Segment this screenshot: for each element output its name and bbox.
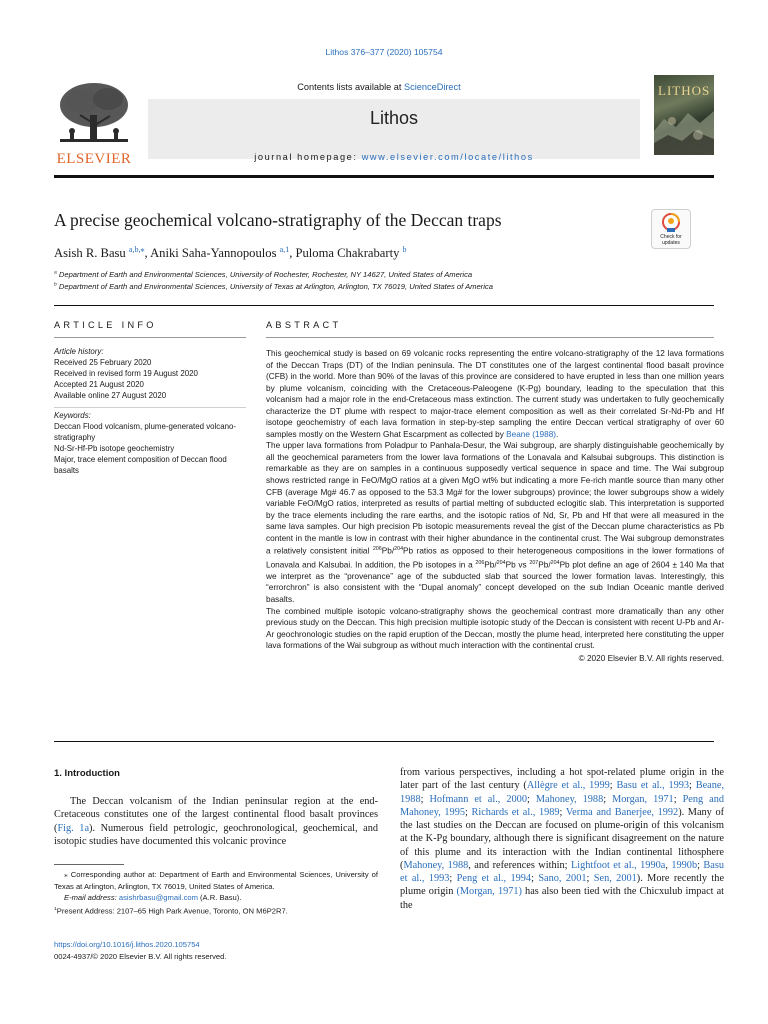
- keyword-item: Major, trace element composition of Deccan flood basalts: [54, 454, 227, 475]
- body-rule: [54, 741, 714, 742]
- check-for-updates-button[interactable]: [651, 209, 691, 249]
- body-text: ;: [609, 780, 617, 792]
- citation-link[interactable]: Sano, 2001: [538, 873, 587, 884]
- keywords: Keywords: Deccan Flood volcanism, plume-generated volcano-stratigraphy Nd-Sr-Hf-Pb isotope geochemistry Major, trace element composition of Deccan flood basalts: [54, 411, 246, 476]
- journal-cover-image: [654, 75, 714, 155]
- keyword-item: Nd-Sr-Hf-Pb isotope geochemistry: [54, 443, 175, 453]
- citation-link[interactable]: 1990b: [671, 859, 698, 871]
- elsevier-tree-logo-icon: [54, 79, 134, 149]
- citation-link[interactable]: Hofmann et al., 2000: [429, 793, 527, 805]
- journal-homepage: journal homepage: www.elsevier.com/locate/lithos: [254, 152, 534, 162]
- citation-link[interactable]: Mahoney, 1988: [535, 793, 604, 805]
- history-item: Received 25 February 2020: [54, 357, 152, 367]
- article-title: A precise geochemical volcano-stratigraphy of the Deccan traps: [54, 210, 502, 230]
- affiliation-a: $^a$ Department of Earth and Environmental Sciences, University of Rochester, Rochester, NY 14627, United States of America: [54, 270, 473, 279]
- issn-line: 0024-4937/© 2020 Elsevier B.V. All rights reserved.: [54, 951, 227, 961]
- body-text: ). Many of the last studies on the Deccan are focused on plume-origin of this volcanism at the K-Pg boundary, although there is significant disagreement on the nature of this plume and its interaction with the Indian continental lithosphere (: [400, 806, 725, 871]
- journal-reference[interactable]: Lithos 376–377 (2020) 105754: [325, 47, 443, 57]
- email-note: E-mail address: asishrbasu@gmail.com (A.R. Basu).: [64, 893, 242, 902]
- citation-link[interactable]: (Morgan, 1971): [456, 886, 522, 898]
- journal-name: Lithos: [369, 108, 419, 128]
- body-text: ;: [697, 859, 704, 871]
- header-rule: [54, 175, 714, 178]
- cover-rock-texture-icon: [654, 101, 714, 155]
- citation-link[interactable]: Sen, 2001: [593, 873, 637, 884]
- present-address-note: $^1$Present Address: 2107–65 High Park Avenue, Toronto, ON M6P2R7.: [54, 906, 288, 916]
- citation-link[interactable]: Peng and Mahoney, 1995: [400, 793, 725, 818]
- keyword-item: Deccan Flood volcanism, plume-generated volcano-stratigraphy: [54, 421, 237, 442]
- citation-link[interactable]: Mahoney, 1988: [403, 859, 469, 871]
- check-updates-label: Check for updates: [660, 234, 682, 246]
- abstract-body: [266, 348, 724, 664]
- abstract-rule: [266, 337, 714, 338]
- sciencedirect-link[interactable]: ScienceDirect: [404, 82, 461, 92]
- introduction-heading: 1. Introduction: [54, 768, 120, 779]
- author-1[interactable]: Asish R. Basu $^{a,b,⁎}$: [54, 245, 145, 261]
- abstract-paragraph-2: The upper lava formations from Poladpur to Panhala-Desur, the Wai subgroup, are sharply distinguishable geochemically by all the geochemical parameters from the lower lava formations of the Lonavala and Kalsubai subgroups. This distinction is remarkable as they are on samples in a continuous supposedly vertical sequence in space and time. The Wai subgroup shows restricted range in FeO/MgO ratios at a given MgO wt% but indicating a more Fe-rich mantle source than many other CFB (average Mg# 46.7 as opposed to the 53.3 Mg# for the lower subgroups) province; the lower subgroups show a widely variable FeO/MgO ratios, interpreted as results of partial melting of subducted eclogitic slab. This interpretation is supported by the trace elements including the rare earths, and the isotopic ratios of Nd, Sr, Pb and Hf that were all measured in the same lava samples. Our high precision Pb isotopic measurements reveal the gist of the Deccan plume characteristics as Pb content in the mantle is low in contrast with their higher abundance in the continental crust. The Wai subgroup demonstrates a relatively consistent initial $^{206}$Pb/$^{204}$Pb ratios as opposed to their heterogeneous compositions in the lower formations of Lonavala and Kalsubai. In addition, the Pb isotopes in a $^{206}$Pb/$^{204}$Pb vs $^{207}$Pb/$^{204}$Pb plot define an age of 2604 ± 140 Ma that we interpret as the “provenance” age of the subducted slab that sourced the lower formation lavas. Interestingly, this “errorchron” is also consistent with the “Dupal anomaly” concept developed on the sub Indian Oceanic mantle derived basalts.: [266, 441, 725, 604]
- article-info-rule: [54, 337, 246, 338]
- body-text: ;: [449, 873, 457, 884]
- abstract-paragraph-3: The combined multiple isotopic volcano-stratigraphy shows the geochemical contrast more dramatically than any other previous study on the Deccan. This high precision multiple isotopic study of the Deccan is consistent with recent U-Pb and Ar-Ar geochronologic studies on the rapid eruption of the Deccan, mostly the plume head, interpreted here constituting the upper lava formations of the Wai subgroup as without much interaction with the continental crust.: [266, 606, 724, 651]
- abstract-paragraph-1: This geochemical study is based on 69 volcanic rocks representing the entire volcano-stratigraphy of the 12 lava formations of the Deccan Traps (DT) of the Indian peninsula. The DT constitutes one of the largest continental flood basalt province (CFB) in the world. More than 90% of the lavas of this province are considered to have erupted in less than one million years by plume volcanism, coinciding with the Cretaceous-Paleogene (K-Pg) boundary, leading to the speculation that this volcanism had a major role in the end-Cretaceous mass extinction. The current study was undertaken to fully geochemically characterize the DT plume with respect to major-trace element composition as well as their correlated Sr-Nd-Pb and Hf isotope geochemistry of each lava formation in step-by-step sampling the entire Deccan vertical stratigraphy of over 60 samples mostly on the Western Ghat Escarpment as collected by Beane (1988).: [266, 349, 724, 439]
- body-text: ;: [559, 806, 566, 818]
- article-history: Article history: Received 25 February 2020 Received in revised form 19 August 2020 Accepted 21 August 2020 Available online 27 August 2020: [54, 347, 246, 402]
- abstract-heading: ABSTRACT: [266, 320, 342, 330]
- citation-link[interactable]: Verma and Banerjee, 1992: [565, 806, 679, 818]
- body-text: ;: [673, 793, 683, 805]
- corresponding-author-note: ⁎ Corresponding author at: Department of Earth and Environmental Sciences, University of Texas at Arlington, Arlington, TX 76019, United States of America.: [54, 870, 378, 891]
- doi-link[interactable]: https://doi.org/10.1016/j.lithos.2020.105754: [54, 940, 200, 949]
- email-link[interactable]: asishrbasu@gmail.com: [118, 893, 198, 902]
- abstract-copyright: © 2020 Elsevier B.V. All rights reserved.: [578, 653, 724, 663]
- body-text: ;: [603, 793, 613, 805]
- history-item: Received in revised form 19 August 2020: [54, 368, 198, 378]
- body-text: ;: [689, 780, 696, 792]
- footnotes: [54, 869, 378, 917]
- introduction-right-column: [400, 766, 724, 912]
- history-item: Accepted 21 August 2020: [54, 379, 144, 389]
- author-list: Asish R. Basu $^{a,b,⁎}$, Aniki Saha-Yannopoulos $^{a,1}$, Puloma Chakrabarty $^b$: [54, 245, 407, 261]
- article-info-heading: ARTICLE INFO: [54, 320, 157, 330]
- body-text: ,: [665, 859, 672, 871]
- doi-block: [54, 939, 226, 962]
- journal-header: [54, 75, 714, 173]
- body-text: from various perspectives, including a hot spot-related plume origin in the later part of the last century (: [400, 767, 724, 792]
- beane-1988-link[interactable]: Beane (1988): [506, 429, 557, 439]
- body-text: ;: [586, 873, 594, 884]
- contents-line: Contents lists available at ScienceDirect: [297, 82, 461, 92]
- body-text: ;: [526, 793, 536, 805]
- citation-link[interactable]: Basu et al., 1993: [400, 859, 725, 884]
- body-text: has also been tied with the Chicxulub impact at the: [400, 886, 724, 911]
- citation-link[interactable]: Allègre et al., 1999: [526, 780, 610, 792]
- body-text: , and references within;: [468, 859, 571, 871]
- section-rule: [54, 305, 714, 306]
- footnote-rule: [54, 864, 124, 865]
- citation-link[interactable]: Richards et al., 1989: [471, 806, 560, 818]
- body-text: ;: [465, 806, 472, 818]
- author-2[interactable]: Aniki Saha-Yannopoulos $^{a,1}$: [150, 245, 290, 261]
- check-updates-icon: [662, 213, 680, 233]
- homepage-link[interactable]: www.elsevier.com/locate/lithos: [361, 152, 534, 162]
- cover-title: LITHOS: [658, 83, 711, 98]
- affiliation-b: $^b$ Department of Earth and Environmental Sciences, University of Texas at Arlington, Arlington, TX 76019, United States of America: [54, 282, 493, 291]
- citation-link[interactable]: Lightfoot et al., 1990a: [570, 859, 666, 871]
- citation-link[interactable]: Peng et al., 1994: [456, 873, 532, 884]
- elsevier-wordmark: ELSEVIER: [56, 151, 132, 167]
- body-text: ;: [531, 873, 539, 884]
- citation-link[interactable]: Basu et al., 1993: [616, 780, 690, 792]
- introduction-left-column: The Deccan volcanism of the Indian peninsular region at the end-Cretaceous constitutes one of the largest continental flood basalt provinces (Fig. 1a). Numerous field petrologic, geochronological, geochemical, and isotopic studies have documented this volcanic province: [54, 796, 378, 847]
- body-text: ;: [420, 793, 430, 805]
- citation-link[interactable]: Beane, 1988: [400, 780, 725, 805]
- citation-link[interactable]: Morgan, 1971: [612, 793, 674, 805]
- fig-1a-link[interactable]: Fig. 1a: [57, 822, 90, 834]
- history-rule: [54, 407, 246, 408]
- history-item: Available online 27 August 2020: [54, 390, 167, 400]
- body-text: ). More recently the plume origin: [400, 873, 725, 898]
- author-3[interactable]: Puloma Chakrabarty $^b$: [295, 245, 407, 261]
